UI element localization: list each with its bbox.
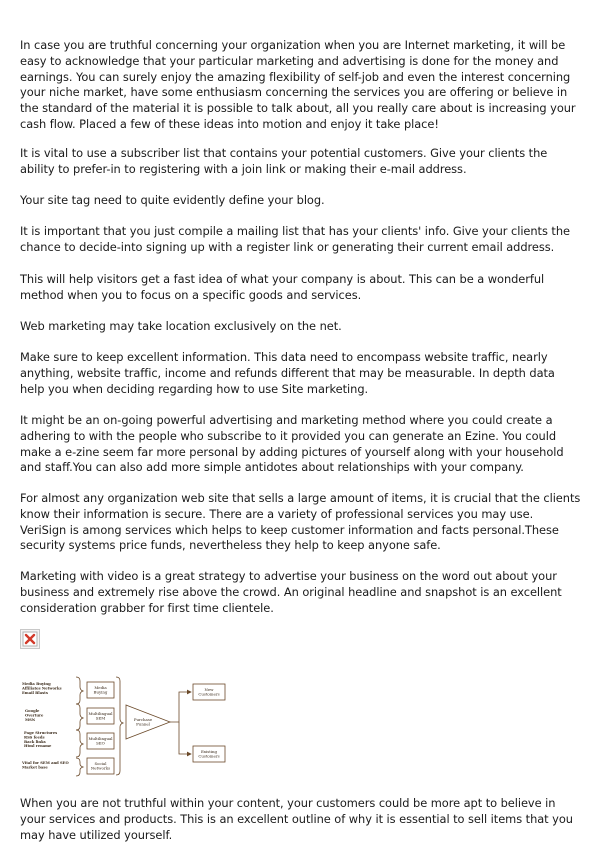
svg-text:PurchaseFunnel: Purchase Funnel — [133, 717, 153, 727]
paragraph-5: This will help visitors get a fast idea of what your company is about. This can be a wonderful method when you to focus on a specific goods and services. — [20, 272, 545, 302]
svg-text:SocialNetworks: Social Networks — [90, 761, 111, 771]
svg-text:Vital for SEM and SEOMarket ba: Vital for SEM and SEO Market base — [22, 761, 69, 770]
diagram-left-labels — [21, 682, 69, 769]
paragraph-10: Marketing with video is a great strategy to advertise your business on the word out about your business and extremely rise above the crowd. An original headline and snapshot is an excellent consideration grabber for first time clientele. — [20, 569, 562, 615]
svg-text:ExistingCustomers: Existing Customers — [198, 749, 220, 759]
paragraph-8: It might be an on-going powerful advertising and marketing method where you could create a adhering to with the people who subscribe to it provided you can generate an Ezine. You could make a e-zine seem far more personal by adding pictures of yourself along with your household and staff.You can also add more simple antidotes about relationships with your company. — [20, 413, 564, 475]
diagram-channel-boxes — [87, 682, 114, 774]
broken-image-icon — [20, 629, 40, 649]
svg-text:Page StructuresRSS feedsBack l: Page Structures RSS feeds Back links Html rename — [24, 731, 58, 749]
svg-text:MultilingualSEM: Multilingual SEM — [88, 711, 113, 721]
marketing-funnel-diagram — [20, 672, 252, 780]
paragraph-1: In case you are truthful concerning your organization when you are Internet marketing, it will be easy to acknowledge that your particular marketing and advertising is done for the money and earnings. You can surely enjoy the amazing flexibility of self-job and even the interest concerning your niche market, have some enthusiasm concerning the services you are offering or believe in the standard of the material it is possible to talk about, all you really care about is increasing your cash flow. Placed a few of these ideas into motion and enjoy it take place! — [20, 38, 576, 131]
svg-text:MultilingualSEO: Multilingual SEO — [88, 736, 113, 746]
diagram-outcome-boxes — [193, 684, 225, 762]
paragraph-9: For almost any organization web site that sells a large amount of items, it is crucial that the clients know their information is secure. There are a variety of professional services you may use. VeriSign is among services which helps to keep customer information and facts personal.These security systems price funds, nevertheless they help to keep anyone safe. — [20, 491, 581, 553]
paragraph-3: Your site tag need to quite evidently define your blog. — [20, 193, 325, 207]
paragraph-4: It is important that you just compile a mailing list that has your clients' info. Give your clients the chance to decide-into signing up with a register link or generating their current email address. — [20, 224, 570, 254]
diagram-braces — [76, 677, 83, 776]
svg-text:MediaBuying: Media Buying — [93, 685, 108, 695]
diagram-right-brace — [116, 677, 123, 775]
paragraph-7: Make sure to keep excellent information. This data need to encompass website traffic, nearly anything, website traffic, income and refunds different that may be measurable. In depth data help you when deciding regarding how to use Site marketing. — [20, 350, 555, 396]
paragraph-2: It is vital to use a subscriber list that contains your potential customers. Give your clients the ability to prefer-in to registering with a join link or making their e-mail address. — [20, 146, 548, 176]
diagram-purchase-funnel — [126, 705, 170, 739]
paragraph-11: When you are not truthful within your content, your customers could be more apt to believe in your services and products. This is an excellent outline of why it is essential to sell items that you may have utilized yourself. — [20, 796, 573, 842]
svg-text:GoogleOvertureMSN: Google Overture MSN — [25, 709, 44, 722]
paragraph-6: Web marketing may take location exclusively on the net. — [20, 319, 342, 333]
diagram-connectors — [170, 692, 191, 754]
svg-text:NewCustomers: New Customers — [198, 687, 220, 697]
svg-text:Media BuyingAffiliates Network: Media Buying Affiliates Networks Email Blasts — [22, 682, 62, 695]
